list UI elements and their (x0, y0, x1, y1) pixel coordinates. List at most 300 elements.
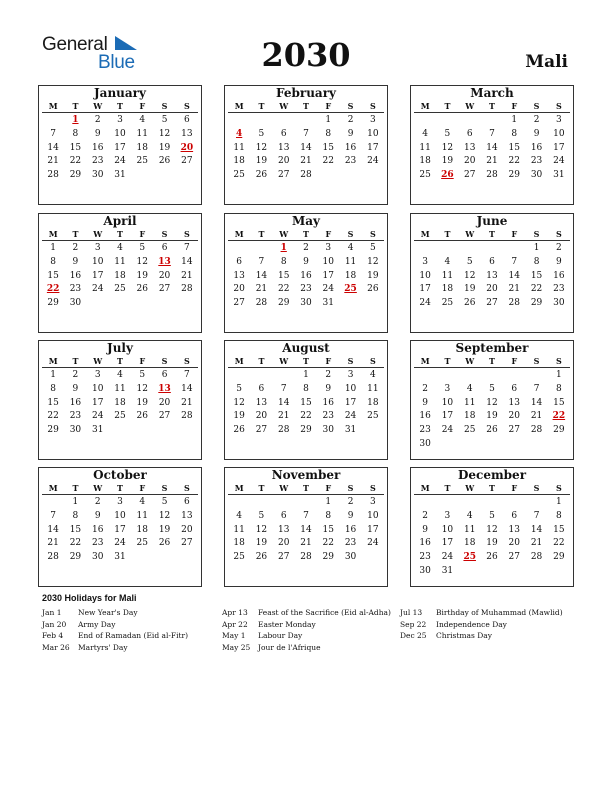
weekday-label: M (420, 483, 430, 493)
day: 22 (300, 411, 312, 422)
day: 11 (136, 128, 148, 139)
day-grid (42, 114, 198, 183)
day: 24 (367, 538, 379, 549)
day: 2 (347, 115, 354, 125)
day: 2 (422, 383, 428, 394)
holiday-day: 4 (236, 128, 243, 139)
day: 21 (181, 270, 193, 281)
day: 19 (255, 538, 268, 549)
holiday-date: May 1 (222, 631, 246, 640)
day: 9 (347, 510, 354, 521)
day: 10 (553, 128, 565, 139)
day: 4 (422, 128, 428, 139)
day: 22 (69, 538, 82, 549)
day: 18 (344, 270, 357, 281)
weekday-label: T (444, 356, 451, 366)
holiday-day: 26 (441, 170, 454, 181)
holiday-date: Apr 22 (222, 619, 248, 629)
day: 20 (486, 284, 498, 295)
day: 23 (553, 284, 565, 295)
day: 16 (322, 397, 334, 408)
day: 4 (466, 383, 473, 394)
weekday-label: S (161, 229, 168, 239)
weekday-label: T (444, 483, 451, 493)
day: 25 (367, 411, 379, 422)
weekday-label: F (139, 101, 146, 111)
day: 7 (50, 128, 56, 139)
day: 13 (181, 510, 193, 521)
empty-cell (273, 496, 295, 510)
weekday-label: T (258, 101, 265, 111)
day: 29 (508, 170, 520, 181)
day: 14 (255, 270, 268, 281)
day: 9 (347, 128, 354, 139)
day: 13 (255, 397, 268, 408)
weekday-label: S (555, 229, 562, 239)
day: 11 (233, 142, 245, 153)
weekday-label: S (369, 101, 376, 111)
empty-cell (295, 496, 317, 510)
day: 2 (325, 370, 332, 380)
weekday-header (414, 100, 570, 113)
day: 6 (258, 383, 265, 394)
day: 10 (367, 128, 379, 139)
weekday-label: W (279, 356, 289, 366)
holiday-date: Apr 13 (222, 608, 248, 617)
day: 20 (255, 411, 268, 422)
day: 9 (422, 524, 428, 535)
weekday-label: F (511, 356, 518, 366)
month-name: May (291, 214, 321, 228)
day: 2 (94, 115, 101, 125)
day: 18 (114, 270, 126, 281)
weekday-label: M (234, 101, 244, 111)
weekday-label: S (347, 229, 354, 239)
day: 21 (300, 538, 312, 549)
day: 3 (117, 115, 123, 125)
day: 28 (181, 411, 193, 422)
weekday-label: T (489, 101, 495, 111)
weekday-label: F (139, 229, 146, 239)
day: 23 (300, 284, 312, 295)
day: 30 (553, 298, 565, 309)
day: 24 (367, 156, 379, 167)
empty-cell (228, 114, 250, 128)
day: 25 (136, 538, 148, 549)
day: 18 (233, 538, 245, 549)
day: 1 (555, 497, 562, 507)
weekday-label: W (93, 483, 103, 493)
day: 3 (444, 383, 451, 394)
month-name: June (476, 214, 508, 228)
day: 14 (300, 524, 312, 535)
day: 12 (158, 510, 171, 521)
day: 3 (117, 497, 123, 507)
day: 1 (72, 497, 79, 507)
weekday-label: S (161, 483, 168, 493)
day: 22 (322, 538, 334, 549)
day: 27 (508, 425, 520, 436)
month-name: August (282, 341, 330, 355)
month-june (410, 213, 574, 333)
day: 15 (530, 270, 543, 281)
logo-word-general: General (42, 34, 108, 55)
day: 10 (91, 256, 104, 267)
weekday-label: T (258, 356, 265, 366)
empty-cell (503, 496, 525, 510)
holiday-name: New Year's Day (78, 608, 138, 617)
day: 9 (94, 128, 101, 139)
day: 27 (255, 425, 268, 436)
day: 9 (422, 397, 428, 408)
empty-cell (250, 369, 272, 383)
country-name: Mali (525, 52, 568, 72)
day: 28 (47, 170, 59, 181)
day: 7 (533, 510, 540, 521)
day: 7 (280, 383, 287, 394)
day: 15 (553, 397, 565, 408)
day: 17 (441, 411, 454, 422)
day: 11 (114, 256, 126, 267)
day: 31 (553, 170, 565, 181)
month-name: April (103, 214, 137, 228)
day: 3 (94, 243, 101, 253)
day: 30 (69, 298, 82, 309)
day: 10 (344, 383, 357, 394)
logo-word-blue: Blue (98, 52, 135, 73)
day: 8 (325, 128, 332, 139)
holiday-item (222, 630, 391, 642)
day: 1 (303, 370, 309, 380)
day: 23 (344, 538, 357, 549)
day: 7 (183, 243, 190, 253)
day: 25 (136, 156, 148, 167)
day: 25 (114, 284, 126, 295)
day: 4 (347, 243, 354, 253)
day: 30 (419, 438, 431, 449)
weekday-label: S (183, 483, 190, 493)
day: 29 (69, 170, 82, 181)
day: 7 (489, 128, 495, 139)
month-name: September (455, 341, 529, 355)
weekday-header (42, 355, 198, 368)
day: 5 (466, 256, 473, 267)
day: 13 (508, 397, 520, 408)
weekday-header (42, 482, 198, 495)
empty-cell (414, 242, 436, 256)
day: 15 (508, 142, 520, 153)
day: 26 (367, 284, 379, 295)
holiday-name: Army Day (78, 619, 116, 629)
day: 22 (553, 538, 565, 549)
day: 3 (369, 497, 376, 507)
day: 20 (463, 156, 476, 167)
weekday-label: M (234, 356, 244, 366)
day: 30 (91, 170, 104, 181)
day: 17 (367, 142, 379, 153)
day: 29 (553, 552, 565, 563)
day: 8 (555, 383, 562, 394)
day: 5 (161, 497, 168, 507)
day: 6 (236, 256, 242, 267)
empty-cell (459, 369, 481, 383)
day: 26 (463, 298, 476, 309)
day: 17 (91, 397, 104, 408)
holiday-column (400, 607, 563, 642)
holiday-day: 20 (180, 142, 194, 153)
day: 8 (50, 383, 56, 394)
day: 9 (533, 128, 540, 139)
month-august (224, 340, 388, 460)
empty-cell (414, 369, 436, 383)
day: 30 (530, 170, 543, 181)
empty-cell (228, 496, 250, 510)
day: 23 (69, 284, 82, 295)
day: 24 (91, 284, 104, 295)
holiday-date: Sep 22 (400, 619, 427, 629)
holiday-date: Jan 20 (42, 619, 67, 629)
month-name: March (470, 86, 514, 100)
day: 23 (91, 156, 104, 167)
day: 12 (486, 524, 498, 535)
day-grid (414, 369, 570, 452)
day: 3 (422, 256, 428, 267)
day: 11 (441, 270, 454, 281)
empty-cell (481, 114, 503, 128)
day: 29 (530, 298, 543, 309)
day: 16 (553, 270, 565, 281)
day: 4 (369, 370, 376, 380)
month-november (224, 467, 388, 587)
day: 15 (300, 397, 312, 408)
day: 29 (47, 298, 59, 309)
day: 7 (533, 383, 540, 394)
day: 1 (511, 115, 518, 125)
day: 25 (463, 425, 476, 436)
empty-cell (250, 242, 272, 256)
weekday-label: F (139, 356, 146, 366)
day: 28 (508, 298, 520, 309)
day: 23 (91, 538, 104, 549)
day: 28 (486, 170, 498, 181)
day: 7 (258, 256, 265, 267)
day: 18 (136, 142, 148, 153)
day: 8 (303, 383, 309, 394)
day: 30 (69, 425, 82, 436)
day: 22 (69, 156, 82, 167)
day: 24 (441, 425, 454, 436)
day-grid (228, 242, 384, 311)
day: 25 (419, 170, 431, 181)
day: 28 (181, 284, 193, 295)
day: 30 (91, 552, 104, 563)
day: 23 (344, 156, 357, 167)
day: 5 (161, 115, 168, 125)
holiday-name: Birthday of Muhammad (Mawlid) (436, 608, 563, 617)
weekday-label: T (303, 229, 309, 239)
weekday-label: M (48, 101, 58, 111)
weekday-label: W (93, 229, 103, 239)
day: 11 (463, 524, 476, 535)
day: 27 (277, 552, 290, 563)
holiday-date: Jan 1 (42, 608, 62, 617)
day: 16 (419, 411, 431, 422)
day: 8 (533, 256, 540, 267)
day: 5 (139, 370, 146, 380)
day: 16 (69, 270, 82, 281)
weekday-header (414, 228, 570, 241)
day: 29 (300, 425, 312, 436)
day: 16 (300, 270, 312, 281)
day: 27 (158, 284, 171, 295)
empty-cell (273, 114, 295, 128)
empty-cell (436, 242, 458, 256)
empty-cell (525, 369, 547, 383)
day: 31 (441, 565, 454, 576)
day-grid (228, 369, 384, 438)
day: 1 (50, 370, 56, 380)
day: 29 (553, 425, 565, 436)
day: 5 (444, 128, 451, 139)
day: 28 (47, 552, 59, 563)
weekday-label: T (444, 101, 451, 111)
day: 12 (136, 383, 148, 394)
holiday-name: Feast of the Sacrifice (Eid al-Adha) (258, 608, 391, 617)
day: 27 (181, 156, 193, 167)
day: 28 (530, 552, 543, 563)
weekday-label: F (325, 356, 332, 366)
day: 4 (117, 243, 123, 253)
weekday-label: W (465, 229, 475, 239)
empty-cell (481, 242, 503, 256)
month-name: January (94, 86, 146, 100)
day: 21 (255, 284, 268, 295)
day: 8 (50, 256, 56, 267)
day: 28 (277, 425, 290, 436)
empty-cell (42, 114, 64, 128)
day: 1 (555, 370, 562, 380)
weekday-header (228, 482, 384, 495)
empty-cell (250, 496, 272, 510)
day: 10 (441, 397, 454, 408)
day: 31 (91, 425, 104, 436)
day: 4 (236, 510, 242, 521)
day: 14 (277, 397, 290, 408)
day: 6 (511, 383, 518, 394)
weekday-label: W (279, 101, 289, 111)
day: 17 (91, 270, 104, 281)
holiday-name: Christmas Day (436, 631, 492, 640)
day: 14 (508, 270, 520, 281)
holiday-name: End of Ramadan (Eid al-Fitr) (78, 631, 189, 640)
day: 26 (136, 411, 148, 422)
weekday-label: T (303, 356, 309, 366)
day: 8 (511, 128, 518, 139)
weekday-label: T (117, 356, 123, 366)
day: 19 (158, 142, 171, 153)
weekday-header (228, 355, 384, 368)
day-grid (228, 496, 384, 565)
holiday-day: 13 (158, 256, 171, 267)
weekday-label: T (258, 229, 265, 239)
weekday-label: S (369, 356, 376, 366)
day: 19 (136, 270, 148, 281)
day: 1 (533, 243, 540, 253)
day: 23 (69, 411, 82, 422)
day: 31 (114, 170, 126, 181)
day: 26 (158, 538, 171, 549)
day: 8 (280, 256, 287, 267)
day: 26 (158, 156, 171, 167)
day: 7 (183, 370, 190, 380)
weekday-label: M (234, 483, 244, 493)
day: 20 (233, 284, 245, 295)
holiday-day: 25 (463, 552, 476, 563)
day: 11 (419, 142, 431, 153)
day: 24 (114, 156, 126, 167)
day: 15 (322, 142, 334, 153)
day: 7 (303, 128, 309, 139)
day: 31 (114, 552, 126, 563)
day: 26 (255, 552, 268, 563)
day: 8 (325, 510, 332, 521)
day: 6 (466, 128, 473, 139)
weekday-header (414, 355, 570, 368)
day: 17 (367, 524, 379, 535)
day: 20 (508, 411, 520, 422)
day: 24 (419, 298, 431, 309)
day: 11 (367, 383, 379, 394)
day: 6 (511, 510, 518, 521)
day: 12 (255, 524, 268, 535)
empty-cell (414, 496, 436, 510)
day: 4 (139, 115, 146, 125)
month-name: February (275, 86, 336, 100)
day: 9 (94, 510, 101, 521)
day: 9 (72, 256, 79, 267)
holiday-date: Mar 26 (42, 642, 70, 652)
day: 9 (555, 256, 562, 267)
month-name: October (93, 468, 147, 482)
day: 11 (344, 256, 357, 267)
day: 28 (300, 170, 312, 181)
day: 14 (47, 142, 59, 153)
day: 3 (94, 370, 101, 380)
weekday-label: S (183, 356, 190, 366)
weekday-header (228, 100, 384, 113)
day-grid (414, 496, 570, 579)
empty-cell (459, 496, 481, 510)
day: 13 (486, 270, 498, 281)
day: 3 (555, 115, 562, 125)
weekday-label: T (444, 229, 451, 239)
day: 28 (530, 425, 543, 436)
weekday-label: W (279, 229, 289, 239)
day: 12 (486, 397, 498, 408)
weekday-label: T (489, 483, 495, 493)
day: 15 (69, 142, 82, 153)
day: 10 (114, 128, 126, 139)
day: 22 (322, 156, 334, 167)
day: 4 (466, 510, 473, 521)
holiday-name: Labour Day (258, 631, 303, 640)
day: 10 (114, 510, 126, 521)
day: 12 (441, 142, 454, 153)
empty-cell (436, 369, 458, 383)
weekday-label: S (369, 229, 376, 239)
holiday-item (42, 607, 188, 619)
day: 15 (553, 524, 565, 535)
